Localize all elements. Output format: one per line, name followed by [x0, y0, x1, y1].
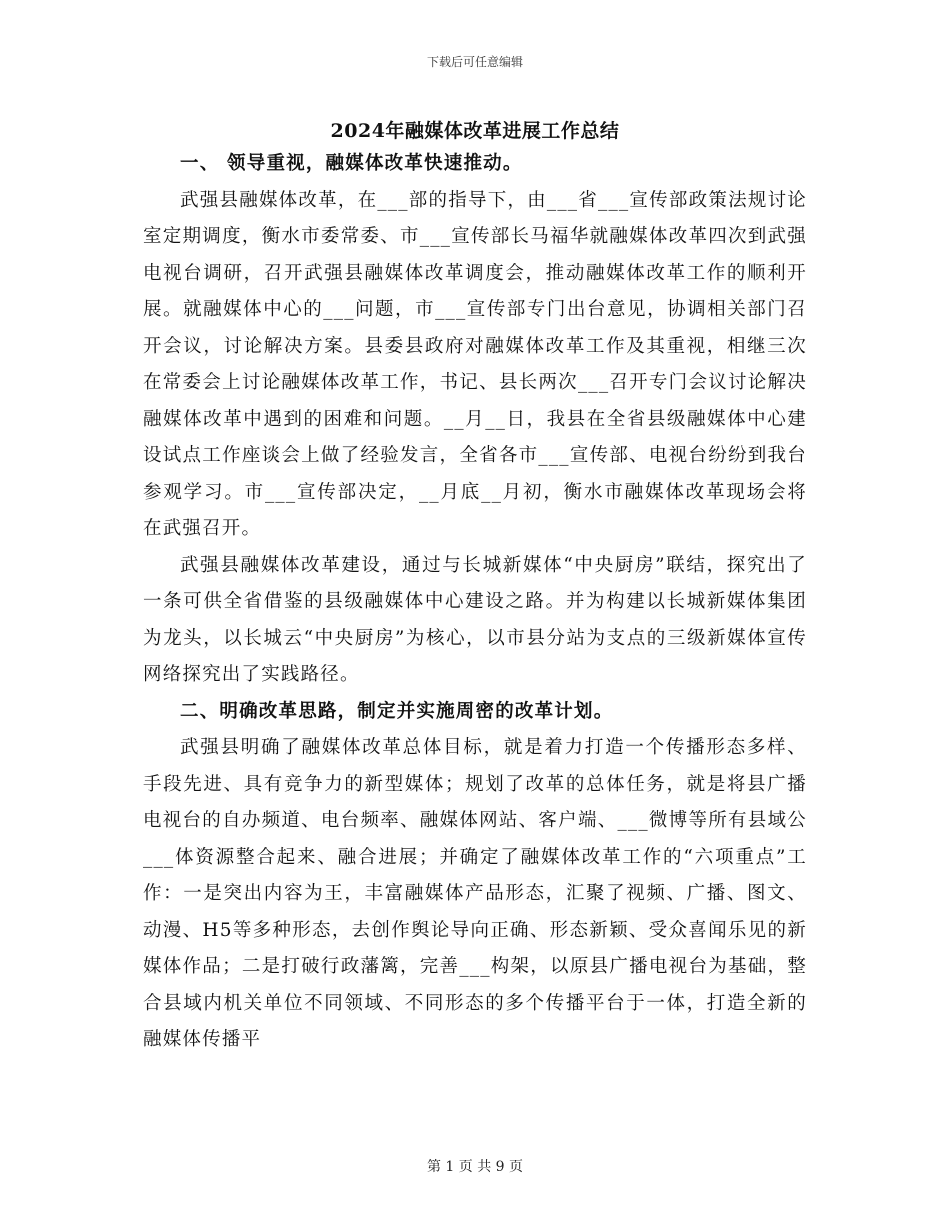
header-note: 下载后可任意编辑	[426, 55, 523, 69]
page-footer: 第 1 页 共 9 页	[426, 1159, 524, 1175]
body-paragraph-1: 武强县融媒体改革，在___部的指导下，由___省___宣传部政策法规讨论室定期调度，衡水市委常委、市___宣传部长马福华就融媒体改革四次到武强电视台调研，召开武强县融媒体改革调度会，推动融媒体改革工作的顺利开展。就融媒体中心的___问题，市___宣传部专门出台意见，协调相关部门召开会议，讨论解决方案。县委县政府对融媒体改革工作及其重视，相继三次在常委会上讨论融媒体改革工作，书记、县长两次___召开专门会议讨论解决融媒体改革中遇到的困难和问题。__月__日，我县在全省县级融媒体中心建设试点工作座谈会上做了经验发言，全省各市___宣传部、电视台纷纷到我台参观学习。市___宣传部决定，__月底__月初，衡水市融媒体改革现场会将在武强召开。	[143, 189, 807, 539]
section-heading-2: 二、明确改革思路，制定并实施周密的改革计划。	[180, 700, 614, 722]
body-paragraph-3: 武强县明确了融媒体改革总体目标，就是着力打造一个传播形态多样、手段先进、具有竞争力的新型媒体；规划了改革的总体任务，就是将县广播电视台的自办频道、电台频率、融媒体网站、客户端、___微博等所有县域公___体资源整合起来、融合进展；并确定了融媒体改革工作的“六项重点”工作：一是突出内容为王，丰富融媒体产品形态，汇聚了视频、广播、图文、动漫、H5等多种形态，去创作舆论导向正确、形态新颖、受众喜闻乐见的新媒体作品；二是打破行政藩篱，完善___构架，以原县广播电视台为基础，整合县域内机关单位不同领域、不同形态的多个传播平台于一体，打造全新的融媒体传播平	[143, 737, 807, 1050]
section-heading-1: 一、 领导重视，融媒体改革快速推动。	[180, 153, 523, 174]
document-title: 2024年融媒体改革进展工作总结	[330, 120, 620, 142]
body-paragraph-2: 武强县融媒体改革建设，通过与长城新媒体“中央厨房”联结，探究出了一条可供全省借鉴的县级融媒体中心建设之路。并为构建以长城新媒体集团为龙头，以长城云“中央厨房”为核心，以市县分站为支点的三级新媒体宣传网络探究出了实践路径。	[143, 554, 807, 685]
document-body	[143, 146, 807, 1059]
